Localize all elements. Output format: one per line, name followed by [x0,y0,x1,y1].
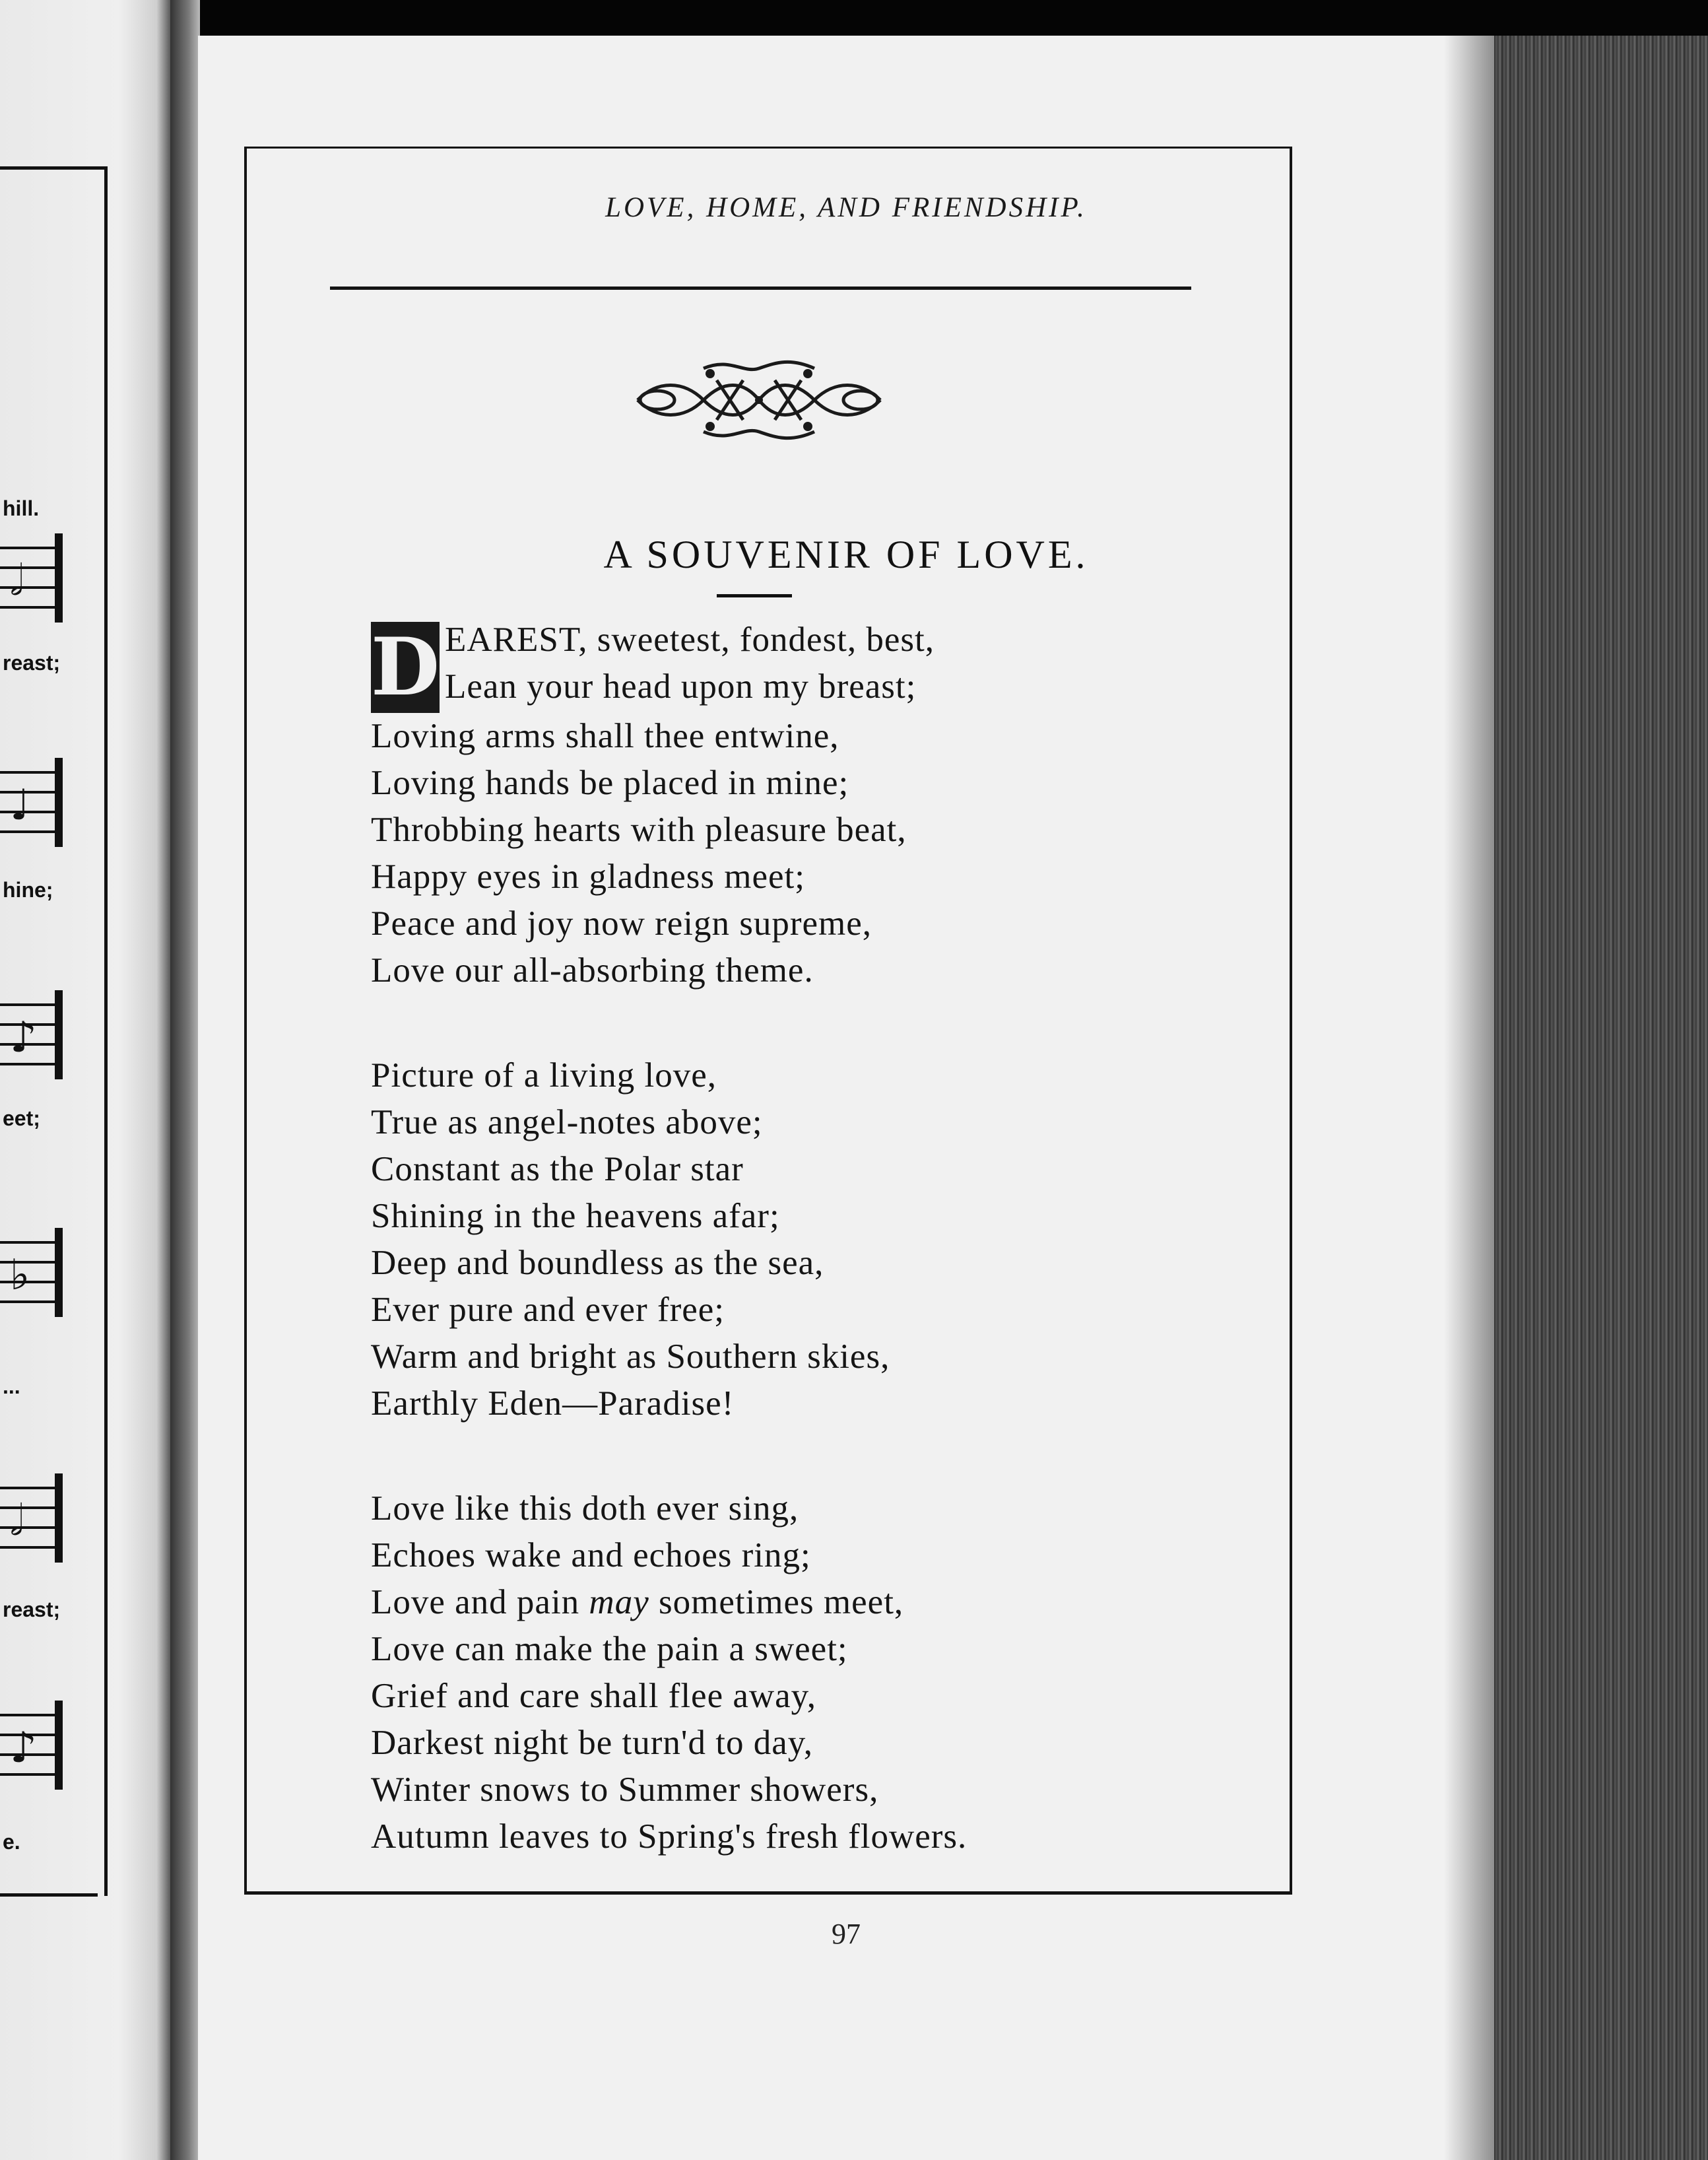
poem-line: Love like this doth ever sing, [371,1489,799,1528]
music-staff-fragment [0,1473,63,1563]
music-staff-fragment [0,758,63,847]
left-page-top-rule [0,166,107,170]
italic-word: may [589,1583,649,1621]
poem-line [371,1579,1295,1626]
title-rule [717,594,792,597]
left-page-frame-rule [104,166,108,1896]
book-page [198,36,1494,2160]
poem-line: Earthly Eden—Paradise! [371,1384,735,1423]
poem-body [371,617,1295,1918]
poem-line: Echoes wake and echoes ring; [371,1536,811,1574]
book-gutter [170,0,200,2160]
left-page-fragment: hill. [3,496,40,520]
ornament-flourish-icon [631,354,887,446]
poem-line: Lean your head upon my breast; [445,667,917,706]
poem-line: Darkest night be turn'd to day, [371,1724,814,1762]
left-page-fragment: ... [3,1374,20,1398]
left-page-bottom-rule [0,1893,98,1897]
poem-line: Winter snows to Summer showers, [371,1771,879,1809]
poem-line: Peace and joy now reign supreme, [371,904,872,943]
music-staff-fragment [0,1228,63,1317]
left-page-fragment: reast; [3,651,61,675]
poem-line: Constant as the Polar star [371,1150,744,1188]
left-page-fragment: reast; [3,1598,61,1621]
left-page-fragment: eet; [3,1106,40,1130]
poem-line: True as angel-notes above; [371,1103,763,1141]
poem-line: Shining in the heavens afar; [371,1197,780,1235]
stanza [371,617,1295,994]
poem-line: Grief and care shall flee away, [371,1677,816,1715]
poem-line: Loving hands be placed in mine; [371,764,849,802]
poem-line: Love our all-absorbing theme. [371,951,814,990]
scan-top-border [198,0,1708,37]
running-head: LOVE, HOME, AND FRIENDSHIP. [605,192,1087,223]
poem-line: EAREST, sweetest, fondest, best, [445,621,935,659]
page-edge-shadow [1444,36,1497,2160]
poem-line-start: Love and pain [371,1583,580,1621]
poem-line: Ever pure and ever free; [371,1291,725,1329]
music-note-icon: ♪ [10,1013,37,1062]
music-staff-fragment [0,990,63,1079]
music-note-icon: ♭ [10,1251,30,1300]
poem-line: Loving arms shall thee entwine, [371,717,839,755]
stanza [371,1485,1295,1860]
poem-title: A SOUVENIR OF LOVE. [603,533,1089,576]
poem-line: Happy eyes in gladness meet; [371,858,805,896]
poem-line: Autumn leaves to Spring's fresh flowers. [371,1817,968,1856]
music-note-icon: ♪ [10,1724,37,1772]
music-staff-fragment [0,1701,63,1790]
poem-line-end: sometimes meet, [658,1583,904,1621]
poem-line: Picture of a living love, [371,1056,717,1095]
poem-line: Deep and boundless as the sea, [371,1244,824,1282]
book-fore-edge [1494,36,1708,2160]
left-facing-page [0,0,170,2160]
music-note-icon: 𝅗𝅥 [10,557,24,605]
music-staff-fragment [0,533,63,623]
poem-line: Love can make the pain a sweet; [371,1630,848,1668]
poem-line: Throbbing hearts with pleasure beat, [371,811,907,849]
drop-cap: D [371,621,440,714]
header-rule [330,287,1191,290]
poem-line: Warm and bright as Southern skies, [371,1337,890,1376]
music-note-icon: ♩ [10,781,30,830]
left-page-fragment: hine; [3,878,53,902]
page-number: 97 [832,1918,861,1950]
music-note-icon: 𝅗𝅥 [10,1497,24,1545]
stanza [371,1052,1295,1427]
left-page-fragment: e. [3,1830,20,1854]
